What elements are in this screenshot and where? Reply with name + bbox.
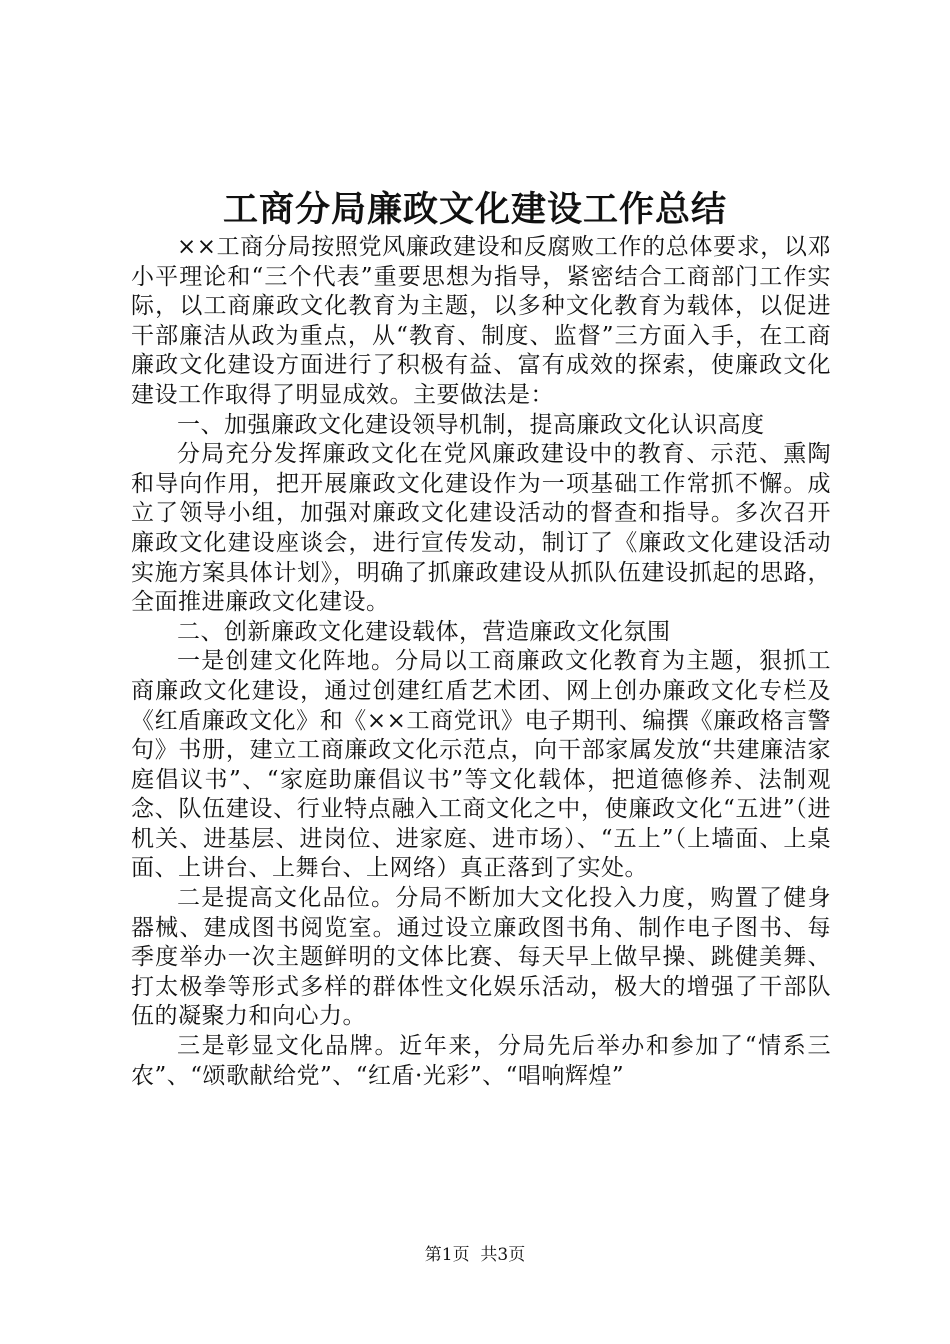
section-2-paragraph-3: 三是彰显文化品牌。近年来，分局先后举办和参加了“情系三农”、“颂歌献给党”、“红盾·光彩”、“唱响辉煌”: [131, 1033, 831, 1089]
section-2-paragraph-2: 二是提高文化品位。分局不断加大文化投入力度，购置了健身器械、建成图书阅览室。通过设立廉政图书角、制作电子图书、每季度举办一次主题鲜明的文体比赛、每天早上做早操、跳健美舞、打太极拳等形式多样的群体性文化娱乐活动，极大的增强了干部队伍的凝聚力和向心力。: [131, 885, 831, 1030]
section-heading-1: 一、加强廉政文化建设领导机制，提高廉政文化认识高度: [177, 411, 765, 438]
page-footer: [0, 1243, 950, 1267]
document-body: [131, 233, 831, 1091]
intro-paragraph: ××工商分局按照党风廉政建设和反腐败工作的总体要求，以邓小平理论和“三个代表”重要思想为指导，紧密结合工商部门工作实际，以工商廉政文化教育为主题，以多种文化教育为载体，以促进干部廉洁从政为重点，从“教育、制度、监督”三方面入手，在工商廉政文化建设方面进行了积极有益、富有成效的探索，使廉政文化建设工作取得了明显成效。主要做法是：: [131, 234, 831, 408]
section-2-paragraph-1: 一是创建文化阵地。分局以工商廉政文化教育为主题，狠抓工商廉政文化建设，通过创建红盾艺术团、网上创办廉政文化专栏及《红盾廉政文化》和《××工商党讯》电子期刊、编撰《廉政格言警句》书册，建立工商廉政文化示范点，向干部家属发放“共建廉洁家庭倡议书”、“家庭助廉倡议书”等文化载体，把道德修养、法制观念、队伍建设、行业特点融入工商文化之中，使廉政文化“五进”（进机关、进基层、进岗位、进家庭、进市场）、“五上”（上墙面、上桌面、上讲台、上舞台、上网络）真正落到了实处。: [131, 648, 831, 882]
document-title: 工商分局廉政文化建设工作总结: [222, 189, 727, 230]
page-number-label: 第1页 共3页: [424, 1245, 526, 1265]
section-1-paragraph: 分局充分发挥廉政文化在党风廉政建设中的教育、示范、熏陶和导向作用，把开展廉政文化建设作为一项基础工作常抓不懈。成立了领导小组，加强对廉政文化建设活动的督查和指导。多次召开廉政文化建设座谈会，进行宣传发动，制订了《廉政文化建设活动实施方案具体计划》，明确了抓廉政建设从抓队伍建设抓起的思路，全面推进廉政文化建设。: [131, 441, 831, 616]
section-heading-2: 二、创新廉政文化建设载体，营造廉政文化氛围: [177, 618, 671, 645]
